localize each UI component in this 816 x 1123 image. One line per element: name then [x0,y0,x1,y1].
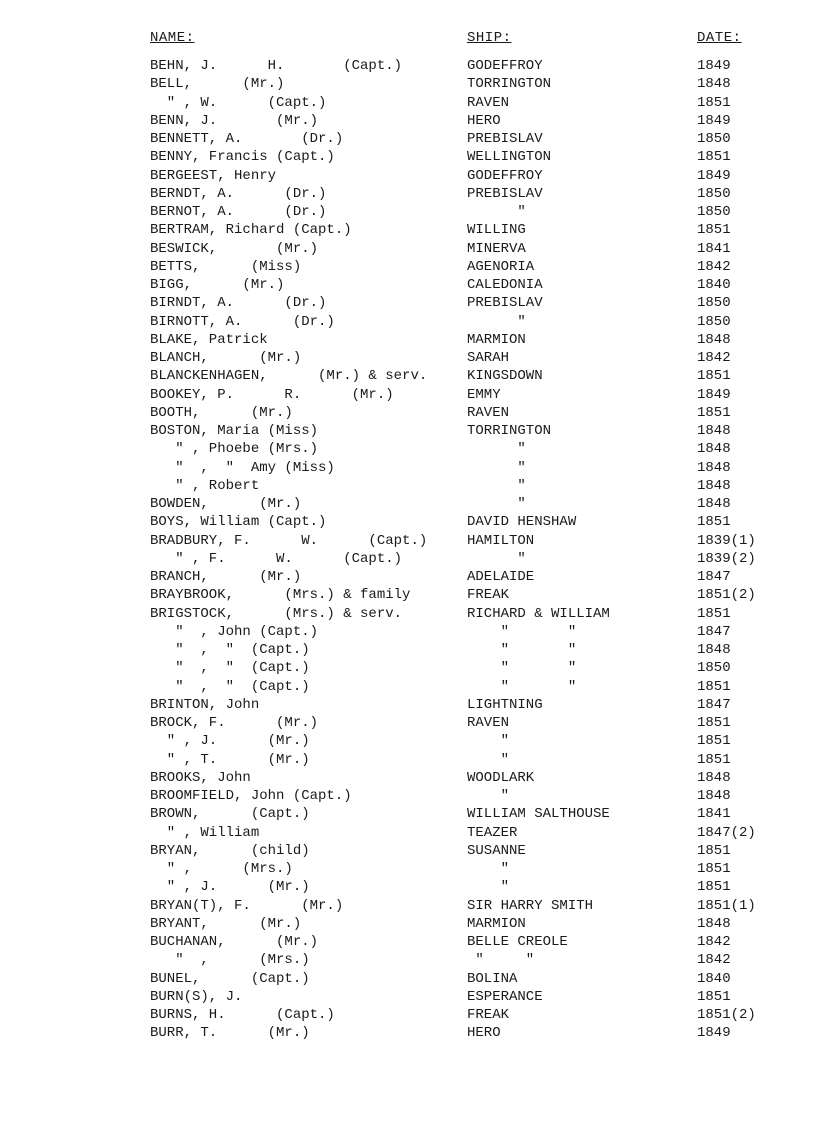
ship-name: " [467,459,526,476]
arrival-date: 1848 [697,769,731,786]
list-item [0,404,816,422]
passenger-name: BURN(S), J. [150,988,243,1005]
arrival-date: 1839(1) [697,532,756,549]
list-item [0,897,816,915]
passenger-name: " , William [150,824,260,841]
list-item [0,970,816,988]
ship-name: MARMION [467,915,526,932]
list-item [0,586,816,604]
passenger-name: " , (Mrs.) [150,861,293,877]
arrival-date: 1848 [697,459,731,476]
list-item [0,787,816,805]
ship-name: ESPERANCE [467,988,543,1005]
list-item [0,1006,816,1024]
arrival-date: 1842 [697,350,731,366]
ship-name: MINERVA [467,240,526,257]
ship-column-header: SHIP: [467,30,512,46]
list-item [0,148,816,166]
arrival-date: 1848 [697,642,731,658]
ship-name: " [467,204,526,220]
passenger-name: BIGG, (Mr.) [150,277,285,293]
list-item [0,751,816,769]
ship-name: ADELAIDE [467,569,535,585]
list-item [0,805,816,823]
list-item [0,185,816,203]
list-item [0,1024,816,1042]
list-item [0,459,816,477]
arrival-date: 1849 [697,112,731,129]
passenger-name: BROWN, (Capt.) [150,806,310,823]
list-item [0,842,816,860]
arrival-date: 1849 [697,167,731,184]
passenger-name: BUCHANAN, (Mr.) [150,934,319,950]
ship-name: PREBISLAV [467,185,543,202]
ship-name: " [467,861,510,877]
ship-name: GODEFFROY [467,167,543,184]
ship-name: " " [467,660,577,677]
arrival-date: 1842 [697,258,731,275]
ship-name: RAVEN [467,404,510,421]
ship-name: " " [467,952,535,969]
list-item [0,167,816,185]
list-item [0,221,816,239]
list-item [0,659,816,677]
arrival-date: 1848 [697,496,731,512]
list-item [0,696,816,714]
arrival-date: 1851 [697,605,731,622]
ship-name: RAVEN [467,94,510,111]
ship-name: CALEDONIA [467,277,543,293]
arrival-date: 1850 [697,131,731,147]
ship-name: " [467,313,526,330]
arrival-date: 1840 [697,970,731,987]
passenger-name: BOWDEN, (Mr.) [150,496,302,512]
ship-name: " [467,477,526,494]
arrival-date: 1841 [697,806,731,823]
ship-name: HERO [467,1025,501,1042]
list-item [0,623,816,641]
list-item [0,440,816,458]
list-item [0,477,816,495]
list-item [0,878,816,896]
arrival-date: 1851 [697,861,731,877]
arrival-date: 1851 [697,514,731,531]
column-headers [0,30,816,48]
arrival-date: 1847 [697,569,731,585]
list-item [0,57,816,75]
list-item [0,240,816,258]
ship-name: BOLINA [467,970,518,987]
arrival-date: 1850 [697,204,731,220]
passenger-name: " , F. W. (Capt.) [150,550,403,567]
list-item [0,824,816,842]
arrival-date: 1851 [697,988,731,1005]
date-column-header: DATE: [697,30,742,46]
passenger-name: BURNS, H. (Capt.) [150,1007,335,1023]
passenger-name: BEHN, J. H. (Capt.) [150,58,403,74]
ship-name: PREBISLAV [467,131,543,147]
passenger-name: BIRNDT, A. (Dr.) [150,295,327,312]
passenger-name: BOSTON, Maria (Miss) [150,423,319,439]
list-item [0,951,816,969]
arrival-date: 1840 [697,277,731,293]
arrival-date: 1849 [697,58,731,74]
list-item [0,933,816,951]
arrival-date: 1851 [697,94,731,111]
list-item [0,732,816,750]
passenger-name: " , Robert [150,477,260,494]
passenger-name: BOOKEY, P. R. (Mr.) [150,386,394,403]
ship-name: SUSANNE [467,842,526,859]
passenger-list [0,57,816,1043]
arrival-date: 1851 [697,404,731,421]
list-item [0,568,816,586]
ship-name: " [467,441,526,458]
passenger-name: BRIGSTOCK, (Mrs.) & serv. [150,605,403,622]
arrival-date: 1848 [697,76,731,93]
arrival-date: 1847 [697,696,731,713]
arrival-date: 1847(2) [697,824,756,841]
passenger-name: BLANCH, (Mr.) [150,350,302,366]
arrival-date: 1850 [697,295,731,312]
passenger-name: BRAYBROOK, (Mrs.) & family [150,587,411,604]
arrival-date: 1839(2) [697,550,756,567]
ship-name: HAMILTON [467,532,535,549]
list-item [0,769,816,787]
ship-name: RAVEN [467,715,510,731]
arrival-date: 1842 [697,952,731,969]
passenger-name: " , " Amy (Miss) [150,459,335,476]
list-item [0,860,816,878]
list-item [0,550,816,568]
arrival-date: 1851 [697,149,731,166]
passenger-name: BRADBURY, F. W. (Capt.) [150,532,428,549]
arrival-date: 1848 [697,477,731,494]
list-item [0,532,816,550]
list-item [0,513,816,531]
list-item [0,641,816,659]
list-item [0,94,816,112]
passenger-name: BOOTH, (Mr.) [150,404,293,421]
passenger-name: BELL, (Mr.) [150,76,285,93]
ship-name: " [467,550,526,567]
passenger-name: BRYAN, (child) [150,842,310,859]
arrival-date: 1851 [697,715,731,731]
passenger-name: BLANCKENHAGEN, (Mr.) & serv. [150,368,428,385]
arrival-date: 1848 [697,915,731,932]
arrival-date: 1849 [697,1025,731,1042]
list-item [0,367,816,385]
passenger-name: " , J. (Mr.) [150,733,310,750]
ship-name: " " [467,678,577,695]
passenger-name: BOYS, William (Capt.) [150,514,327,531]
arrival-date: 1851 [697,733,731,750]
passenger-name: BURR, T. (Mr.) [150,1025,310,1042]
ship-name: WOODLARK [467,769,535,786]
list-item [0,495,816,513]
ship-name: TORRINGTON [467,423,552,439]
ship-name: " [467,788,510,804]
arrival-date: 1848 [697,331,731,348]
passenger-name: BERNOT, A. (Dr.) [150,204,327,220]
arrival-date: 1849 [697,386,731,403]
arrival-date: 1851 [697,879,731,896]
ship-name: DAVID HENSHAW [467,514,577,531]
passenger-name: " , (Mrs.) [150,952,310,969]
passenger-name: " , J. (Mr.) [150,879,310,896]
arrival-date: 1851(1) [697,897,756,914]
passenger-name: BRYAN(T), F. (Mr.) [150,897,344,914]
arrival-date: 1851 [697,751,731,768]
ship-name: SARAH [467,350,510,366]
arrival-date: 1851 [697,678,731,695]
ship-name: WILLING [467,222,526,239]
ship-name: AGENORIA [467,258,535,275]
ship-name: " [467,733,510,750]
list-item [0,386,816,404]
ship-name: LIGHTNING [467,696,543,713]
name-column-header: NAME: [150,30,195,46]
passenger-name: " , John (Capt.) [150,623,319,640]
ship-name: KINGSDOWN [467,368,543,385]
ship-name: SIR HARRY SMITH [467,897,594,914]
ship-name: PREBISLAV [467,295,543,312]
arrival-date: 1842 [697,934,731,950]
ship-name: " [467,496,526,512]
passenger-name: BUNEL, (Capt.) [150,970,310,987]
passenger-name: " , T. (Mr.) [150,751,310,768]
passenger-name: " , " (Capt.) [150,660,310,677]
list-item [0,605,816,623]
ship-name: FREAK [467,1007,510,1023]
list-item [0,349,816,367]
arrival-date: 1848 [697,423,731,439]
passenger-name: BETTS, (Miss) [150,258,302,275]
passenger-name: " , Phoebe (Mrs.) [150,441,319,458]
passenger-name: BERNDT, A. (Dr.) [150,185,327,202]
passenger-name: BROCK, F. (Mr.) [150,715,319,731]
arrival-date: 1850 [697,185,731,202]
arrival-date: 1850 [697,660,731,677]
ship-name: RICHARD & WILLIAM [467,605,610,622]
ship-name: " " [467,623,577,640]
ship-name: TEAZER [467,824,518,841]
list-item [0,276,816,294]
list-item [0,678,816,696]
list-item [0,714,816,732]
ship-name: " " [467,642,577,658]
ship-name: GODEFFROY [467,58,543,74]
list-item [0,258,816,276]
arrival-date: 1841 [697,240,731,257]
arrival-date: 1851(2) [697,1007,756,1023]
arrival-date: 1847 [697,623,731,640]
arrival-date: 1851(2) [697,587,756,604]
passenger-name: BERTRAM, Richard (Capt.) [150,222,352,239]
list-item [0,130,816,148]
ship-name: MARMION [467,331,526,348]
passenger-name: BENN, J. (Mr.) [150,112,319,129]
list-item [0,203,816,221]
arrival-date: 1851 [697,368,731,385]
passenger-name: BROOMFIELD, John (Capt.) [150,788,352,804]
ship-name: HERO [467,112,501,129]
passenger-name: BIRNOTT, A. (Dr.) [150,313,335,330]
list-item [0,422,816,440]
ship-name: " [467,751,510,768]
list-item [0,331,816,349]
list-item [0,915,816,933]
arrival-date: 1848 [697,788,731,804]
passenger-name: BESWICK, (Mr.) [150,240,319,257]
passenger-name: " , " (Capt.) [150,678,310,695]
passenger-name: BERGEEST, Henry [150,167,277,184]
arrival-date: 1848 [697,441,731,458]
list-item [0,988,816,1006]
arrival-date: 1850 [697,313,731,330]
passenger-name: BRINTON, John [150,696,260,713]
passenger-name: " , W. (Capt.) [150,94,327,111]
list-item [0,112,816,130]
list-item [0,313,816,331]
passenger-name: BROOKS, John [150,769,251,786]
passenger-name: " , " (Capt.) [150,642,310,658]
ship-name: WILLIAM SALTHOUSE [467,806,610,823]
passenger-name: BLAKE, Patrick [150,331,268,348]
ship-name: FREAK [467,587,510,604]
passenger-name: BENNETT, A. (Dr.) [150,131,344,147]
ship-name: WELLINGTON [467,149,552,166]
ship-name: BELLE CREOLE [467,934,568,950]
passenger-name: BRANCH, (Mr.) [150,569,302,585]
list-item [0,75,816,93]
ship-name: TORRINGTON [467,76,552,93]
ship-name: EMMY [467,386,501,403]
ship-name: " [467,879,510,896]
passenger-name: BENNY, Francis (Capt.) [150,149,335,166]
arrival-date: 1851 [697,222,731,239]
arrival-date: 1851 [697,842,731,859]
passenger-name: BRYANT, (Mr.) [150,915,302,932]
list-item [0,294,816,312]
